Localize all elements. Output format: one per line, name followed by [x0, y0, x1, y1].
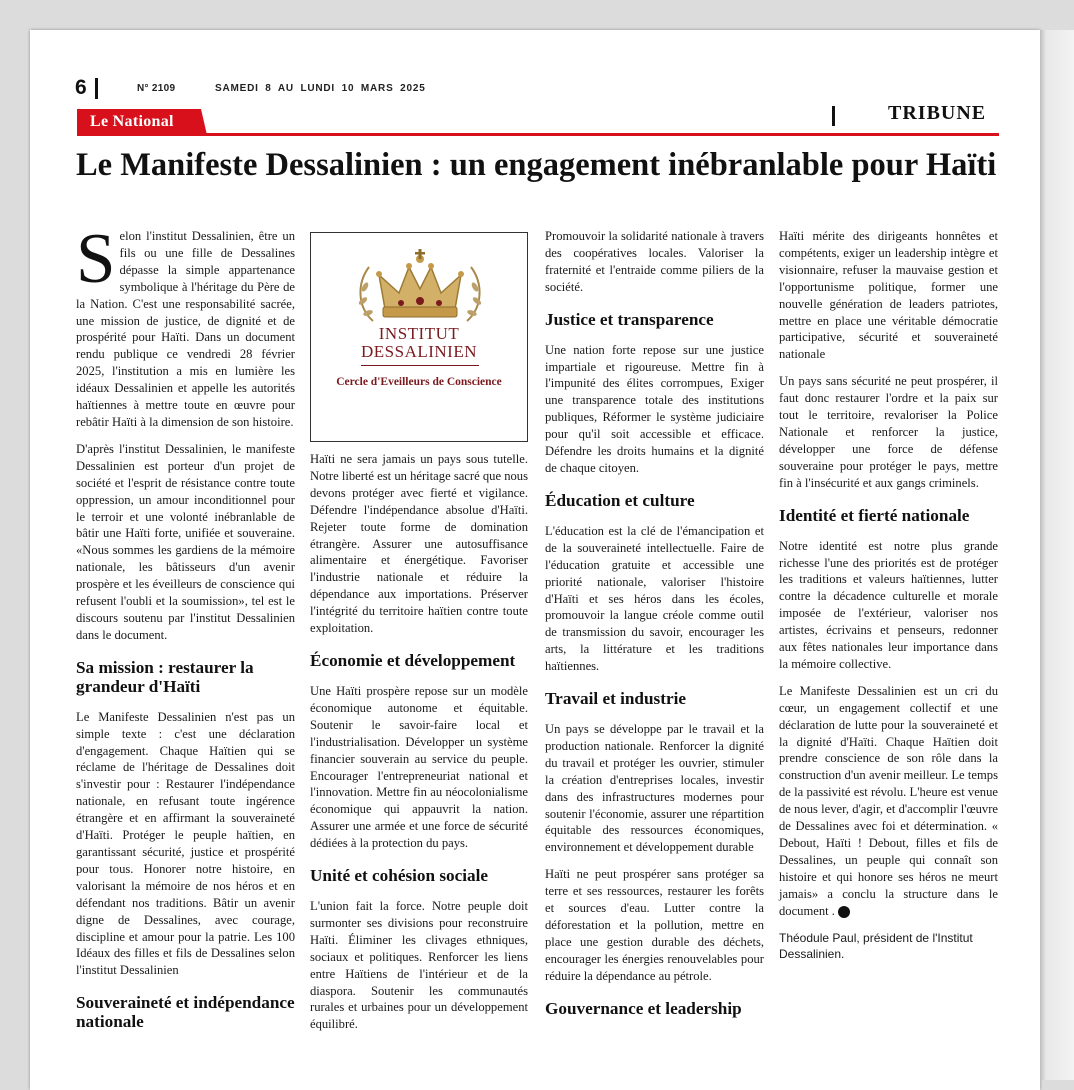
paragraph: L'union fait la force. Notre peuple doit surmonter ses divisions pour reconstruire Haïti. Éliminer les clivages ethniques, sociaux et politiques. Renforcer les liens entre Haïtiens de l'intérieur et de la diaspora. Soutenir les communautés rurales et urbaines pour un développement équilibré. — [310, 899, 528, 1032]
section-label: TRIBUNE — [888, 102, 987, 124]
paragraph: Un pays sans sécurité ne peut prospérer, il faut donc restaurer l'ordre et la paix sur tout le territoire, revaloriser la Police Nationale et renforcer la justice, développer une force de défense souveraine pour protéger le pays, mettre fin à l'insécurité et aux gangs criminels. — [779, 374, 998, 490]
intro-paragraph: Selon l'institut Dessalinien, être un fils ou une fille de Dessalines dépasse la simple appartenance symbolique à l'héritage du Père de la Nation. C'est une responsabilité sacrée, une mission de justice, de dignité et de prospérité pour Haïti. Dans un document rendu publique ce vendredi 28 février 2025, l'institution a mis en lumière les idéaux Dessalinien et appelle les autorités haïtiennes à mettre toute en œuvre pour rebâtir Haïti à la dimension de son histoire. — [76, 220, 295, 429]
crown-icon — [351, 247, 489, 327]
article-headline: Le Manifeste Dessalinien : un engagement inébranlable pour Haïti — [76, 147, 997, 183]
subheading-mission: Sa mission : restaurer la grandeur d'Haïti — [76, 657, 254, 696]
paragraph: Promouvoir la solidarité nationale à travers des coopératives locales. Valoriser la fraternité et l'entraide comme piliers de la société. — [545, 229, 764, 294]
page-curl-edge — [1040, 30, 1074, 1080]
section-divider — [832, 106, 835, 126]
column-2 — [310, 228, 528, 1043]
logo-rule — [361, 365, 479, 366]
paragraph: Haïti ne peut prospérer sans protéger sa terre et ses ressources, restaurer les forêts et sources d'eau. Lutter contre la déforestation et la pollution, mettre en place une gestion durable des déchets, encourager les énergies renouvelables pour réduire la dépendance au pétrole. — [545, 867, 764, 983]
subheading-souverainete: Souveraineté et indépendance nationale — [76, 993, 295, 1032]
paragraph: Une Haïti prospère repose sur un modèle économique autonome et équitable. Soutenir le savoir-faire local et l'industrialisation. Développer un système financier souverain au service du peuple. Encourager l'entrepreneuriat national et l'innovation. Mettre fin au néocolonialisme économique qui appauvrit la nation. Assurer une armée et une force de sécurité dédiées à la protection du pays. — [310, 683, 528, 851]
paragraph: D'après l'institut Dessalinien, le manifeste Dessalinien est porteur d'un projet de société et l'esprit de résistance contre toute oppression, un amour inconditionnel pour le terroir et une volonté inébranlable de bâtir une Haïti forte, unifiée et souveraine. «Nous sommes les gardiens de la mémoire nationale, les bâtisseurs d'un avenir prospère et les éveilleurs de conscience qui refusent l'oubli et la soumission», tel est le discours soutenu par l'institut Dessalinien dans le document. — [76, 441, 295, 642]
issue-date: SAMEDI 8 AU LUNDI 10 MARS 2025 — [215, 83, 426, 94]
column-1 — [76, 220, 295, 1044]
paragraph: Le Manifeste Dessalinien n'est pas un simple texte : c'est une déclaration d'engagement. Chaque Haïtien qui se réclame de l'héritage de Dessalines doit s'investir pour : Restaurer l'indépendance nationale, en refusant toute ingérence étrangère et en affirmant la souveraineté d'Haïti. Protéger le peuple haïtien, en garantissant sécurité, justice et prospérité pour tous. Honorer notre histoire, en valorisant la mémoire de nos héros et en défendant nos traditions. Bâtir un avenir digne de Dessalines, avec courage, discipline et amour pour la patrie. Les 100 Idéaux des filles et fils de Dessalines selon l'institut Dessalinien — [76, 709, 295, 978]
paragraph: L'éducation est la clé de l'émancipation et de la souveraineté intellectuelle. Faire de l'éducation gratuite et accessible une priorité nationale, valoriser l'histoire d'Haïti et ses héros dans les écoles, promouvoir la langue créole comme outil de transmission du savoir, encourager les arts, la littérature et les traditions haïtiennes. — [545, 523, 764, 674]
subheading-gouvernance: Gouvernance et leadership — [545, 998, 742, 1018]
column-3 — [545, 228, 764, 1031]
end-mark-icon — [838, 906, 850, 918]
page-number-divider — [95, 78, 98, 99]
logo-text-dessalinien: DESSALINIEN — [361, 342, 477, 361]
drop-cap: S — [76, 220, 116, 298]
header-rule — [77, 133, 999, 136]
masthead — [75, 76, 995, 102]
subheading-identite: Identité et fierté nationale — [779, 505, 970, 525]
column-4 — [779, 228, 998, 972]
paragraph: Haïti ne sera jamais un pays sous tutelle. Notre liberté est un héritage sacré que nous devons protéger avec fierté et vigilance. Défendre l'indépendance absolue d'Haïti. Rejeter toute forme de domination étrangère. Assurer une autosuffisance alimentaire et énergétique. Favoriser l'industrie nationale et réduire la dépendance aux importations. Préserver l'intégrité du territoire haïtien contre toute exploitation. — [310, 452, 528, 636]
paragraph: Notre identité est notre plus grande richesse l'une des priorités est de protéger les traditions et valeurs haïtiennes, lutter contre la décadence culturelle et morale imposée de l'extérieur, valoriser nos artistes, écrivains et penseurs, redonner aux fêtes nationales leur importance dans la mémoire collective. — [779, 538, 998, 671]
issue-number: N° 2109 — [137, 83, 176, 94]
subheading-unite: Unité et cohésion sociale — [310, 866, 489, 886]
logo-tagline: Cercle d'Eveilleurs de Conscience — [336, 376, 502, 388]
logo-text-institut: INSTITUT — [378, 324, 460, 343]
paragraph: Haïti mérite des dirigeants honnêtes et compétents, exiger un leadership intègre et visionnaire, refuser la mauvaise gestion et l'opportunisme politique, former une nouvelle génération de leaders patriotes, mettre en place une véritable démocratie participative, sécurité et souveraineté nationale — [779, 229, 998, 362]
institute-logo — [310, 232, 528, 442]
paragraph: Un pays se développe par le travail et la production nationale. Renforcer la dignité du travail et protéger les ouvrier, stimuler la création d'entreprises locales, investir dans des infrastructures modernes pour soutenir l'économie, assurer une répartition équitable des ressources économiques, environnement et développement durable — [545, 722, 764, 855]
subheading-justice: Justice et transparence — [545, 309, 714, 329]
subheading-travail: Travail et industrie — [545, 689, 686, 709]
paragraph: Une nation forte repose sur une justice impartiale et rigoureuse. Mettre fin à l'impunité des élites corrompues, Exiger une transparence totale des institutions publiques, Réformer le système judiciaire pour qu'il soit accessible et efficace. Défendre les droits humains et la dignité de chaque citoyen. — [545, 342, 764, 475]
brand-name: Le National — [90, 113, 174, 130]
subheading-economie: Économie et développement — [310, 650, 516, 670]
closing-paragraph: Le Manifeste Dessalinien est un cri du cœur, un engagement collectif et une déclaration de lutte pour la souveraineté et la dignité d'Haïti. Chaque Haïtien doit prendre conscience de son rôle dans la construction d'un avenir meilleur. Le temps de la passivité est révolu. L'heure est venue de nous lever, d'agir, et d'accomplir l'œuvre de Dessalines avec foi et détermination. « Debout, Haïti ! Debout, filles et fils de Dessalines, un peuple qui connaît son histoire et qui honore ses héros ne meurt jamais» a conclu la structure dans le document . — [779, 683, 998, 918]
author-signature: Théodule Paul, président de l'Institut Dessalinien. — [779, 930, 973, 961]
page-number: 6 — [75, 76, 87, 99]
subheading-education: Éducation et culture — [545, 490, 695, 510]
